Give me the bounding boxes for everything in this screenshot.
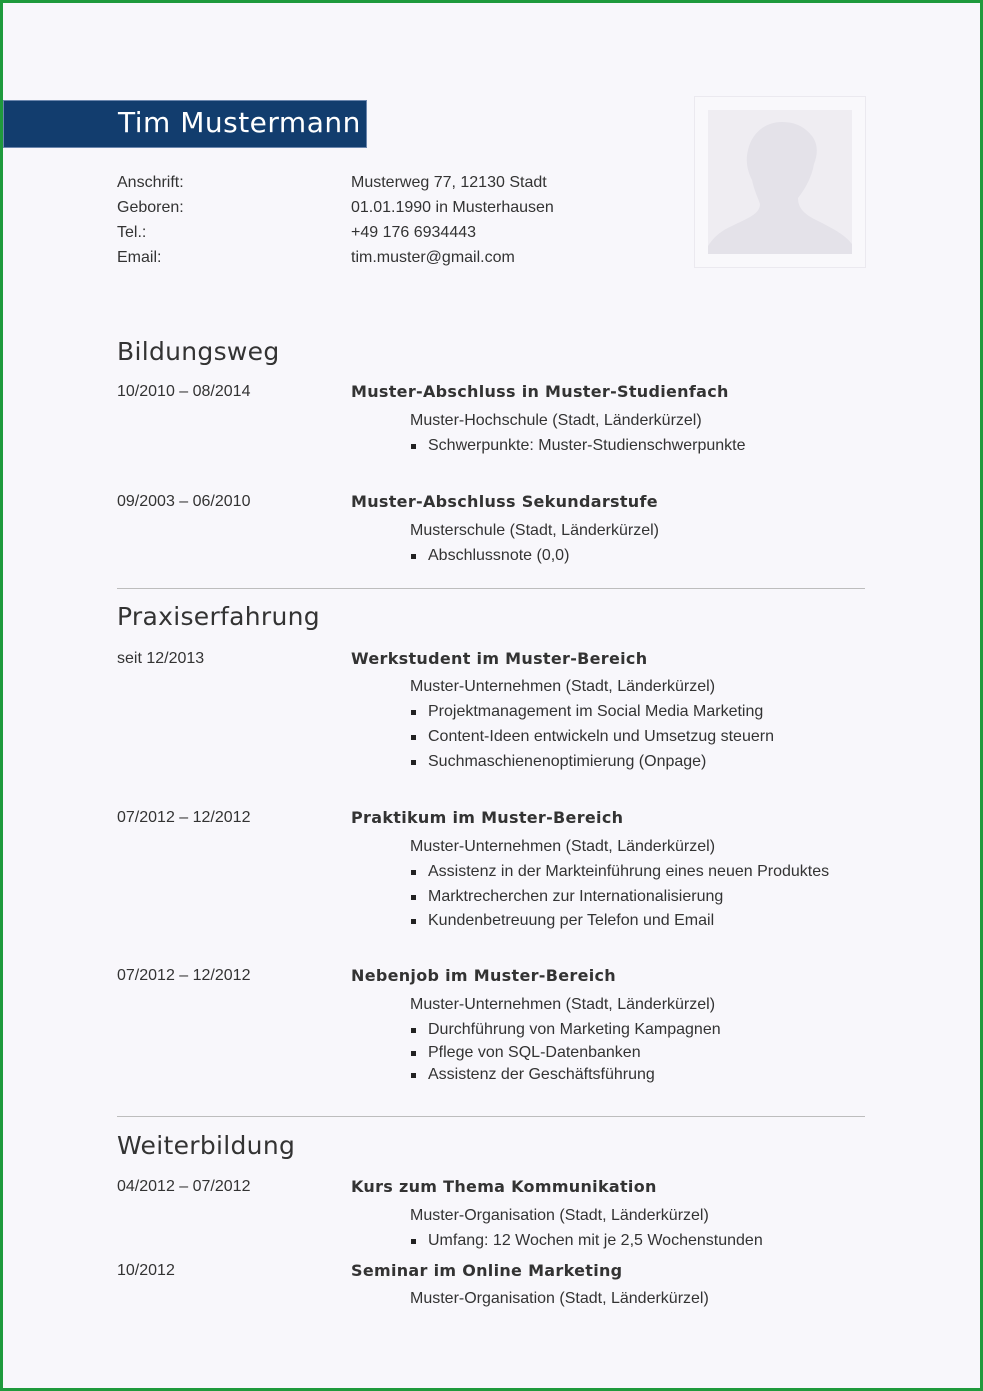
entry-bullet: Pflege von SQL-Datenbanken [410, 1042, 641, 1064]
bullet-icon [411, 554, 416, 559]
entry-date: 09/2003 – 06/2010 [117, 493, 251, 510]
entry-title: Muster-Abschluss in Muster-Studienfach [351, 382, 729, 401]
entry-bullet: Abschlussnote (0,0) [410, 545, 569, 567]
entry-date: 04/2012 – 07/2012 [117, 1178, 251, 1195]
entry-organization: Musterschule (Stadt, Länderkürzel) [410, 522, 659, 539]
contact-row [117, 245, 677, 270]
entry-date: seit 12/2013 [117, 650, 205, 667]
section-divider [117, 1116, 865, 1117]
contact-value: 01.01.1990 in Musterhausen [351, 199, 554, 216]
entry-bullet: Durchführung von Marketing Kampagnen [410, 1019, 721, 1041]
bullet-icon [411, 710, 416, 715]
entry-organization: Muster-Unternehmen (Stadt, Länderkürzel) [410, 996, 716, 1013]
contact-label: Tel.: [117, 224, 147, 241]
name-banner [3, 100, 367, 148]
entry-bullet: Assistenz der Geschäftsführung [410, 1064, 655, 1086]
entry-title: Nebenjob im Muster-Bereich [351, 966, 616, 985]
entry-organization: Muster-Organisation (Stadt, Länderkürzel) [410, 1207, 709, 1224]
bullet-icon [411, 1028, 416, 1033]
email-link[interactable]: tim.muster@gmail.com [351, 249, 515, 266]
entry-date: 10/2010 – 08/2014 [117, 383, 251, 400]
section-divider [117, 588, 865, 589]
section-title-further-education: Weiterbildung [117, 1131, 296, 1160]
bullet-icon [411, 444, 416, 449]
bullet-icon [411, 870, 416, 875]
bullet-icon [411, 1239, 416, 1244]
entry-bullet: Kundenbetreuung per Telefon und Email [410, 910, 714, 932]
entry-date: 10/2012 [117, 1262, 175, 1279]
entry-date: 07/2012 – 12/2012 [117, 967, 251, 984]
entry-organization: Muster-Hochschule (Stadt, Länderkürzel) [410, 412, 702, 429]
contact-value: Musterweg 77, 12130 Stadt [351, 174, 547, 191]
entry-bullet: Suchmaschienenoptimierung (Onpage) [410, 751, 706, 773]
bullet-icon [411, 1051, 416, 1056]
entry-bullet: Content-Ideen entwickeln und Umsetzug steuern [410, 726, 774, 748]
entry-bullet: Marktrecherchen zur Internationalisierung [410, 886, 723, 908]
contact-value: +49 176 6934443 [351, 224, 477, 241]
person-name: Tim Mustermann [118, 106, 361, 139]
entry-title: Praktikum im Muster-Bereich [351, 808, 624, 827]
entry-date: 07/2012 – 12/2012 [117, 809, 251, 826]
contact-row [117, 170, 677, 195]
entry-organization: Muster-Unternehmen (Stadt, Länderkürzel) [410, 678, 716, 695]
bullet-icon [411, 760, 416, 765]
bullet-icon [411, 735, 416, 740]
contact-label: Geboren: [117, 199, 184, 216]
entry-title: Seminar im Online Marketing [351, 1261, 623, 1280]
contact-row [117, 195, 677, 220]
profile-photo-frame [694, 96, 866, 268]
bullet-icon [411, 1073, 416, 1078]
entry-bullet: Schwerpunkte: Muster-Studienschwerpunkte [410, 435, 746, 457]
entry-bullet: Projektmanagement im Social Media Marketing [410, 701, 763, 723]
entry-title: Muster-Abschluss Sekundarstufe [351, 492, 658, 511]
bullet-icon [411, 919, 416, 924]
profile-photo [708, 110, 852, 254]
entry-bullet: Umfang: 12 Wochen mit je 2,5 Wochenstunden [410, 1230, 763, 1252]
section-title-education: Bildungsweg [117, 337, 280, 366]
bullet-icon [411, 895, 416, 900]
entry-title: Kurs zum Thema Kommunikation [351, 1177, 657, 1196]
person-silhouette-icon [708, 110, 852, 254]
entry-organization: Muster-Organisation (Stadt, Länderkürzel) [410, 1290, 709, 1307]
contact-label: Email: [117, 249, 162, 266]
entry-organization: Muster-Unternehmen (Stadt, Länderkürzel) [410, 838, 716, 855]
section-title-experience: Praxiserfahrung [117, 602, 320, 631]
entry-bullet: Assistenz in der Markteinführung eines neuen Produktes [410, 861, 829, 883]
contact-label: Anschrift: [117, 174, 184, 191]
contact-details [117, 170, 677, 270]
contact-row [117, 220, 677, 245]
entry-title: Werkstudent im Muster-Bereich [351, 649, 648, 668]
